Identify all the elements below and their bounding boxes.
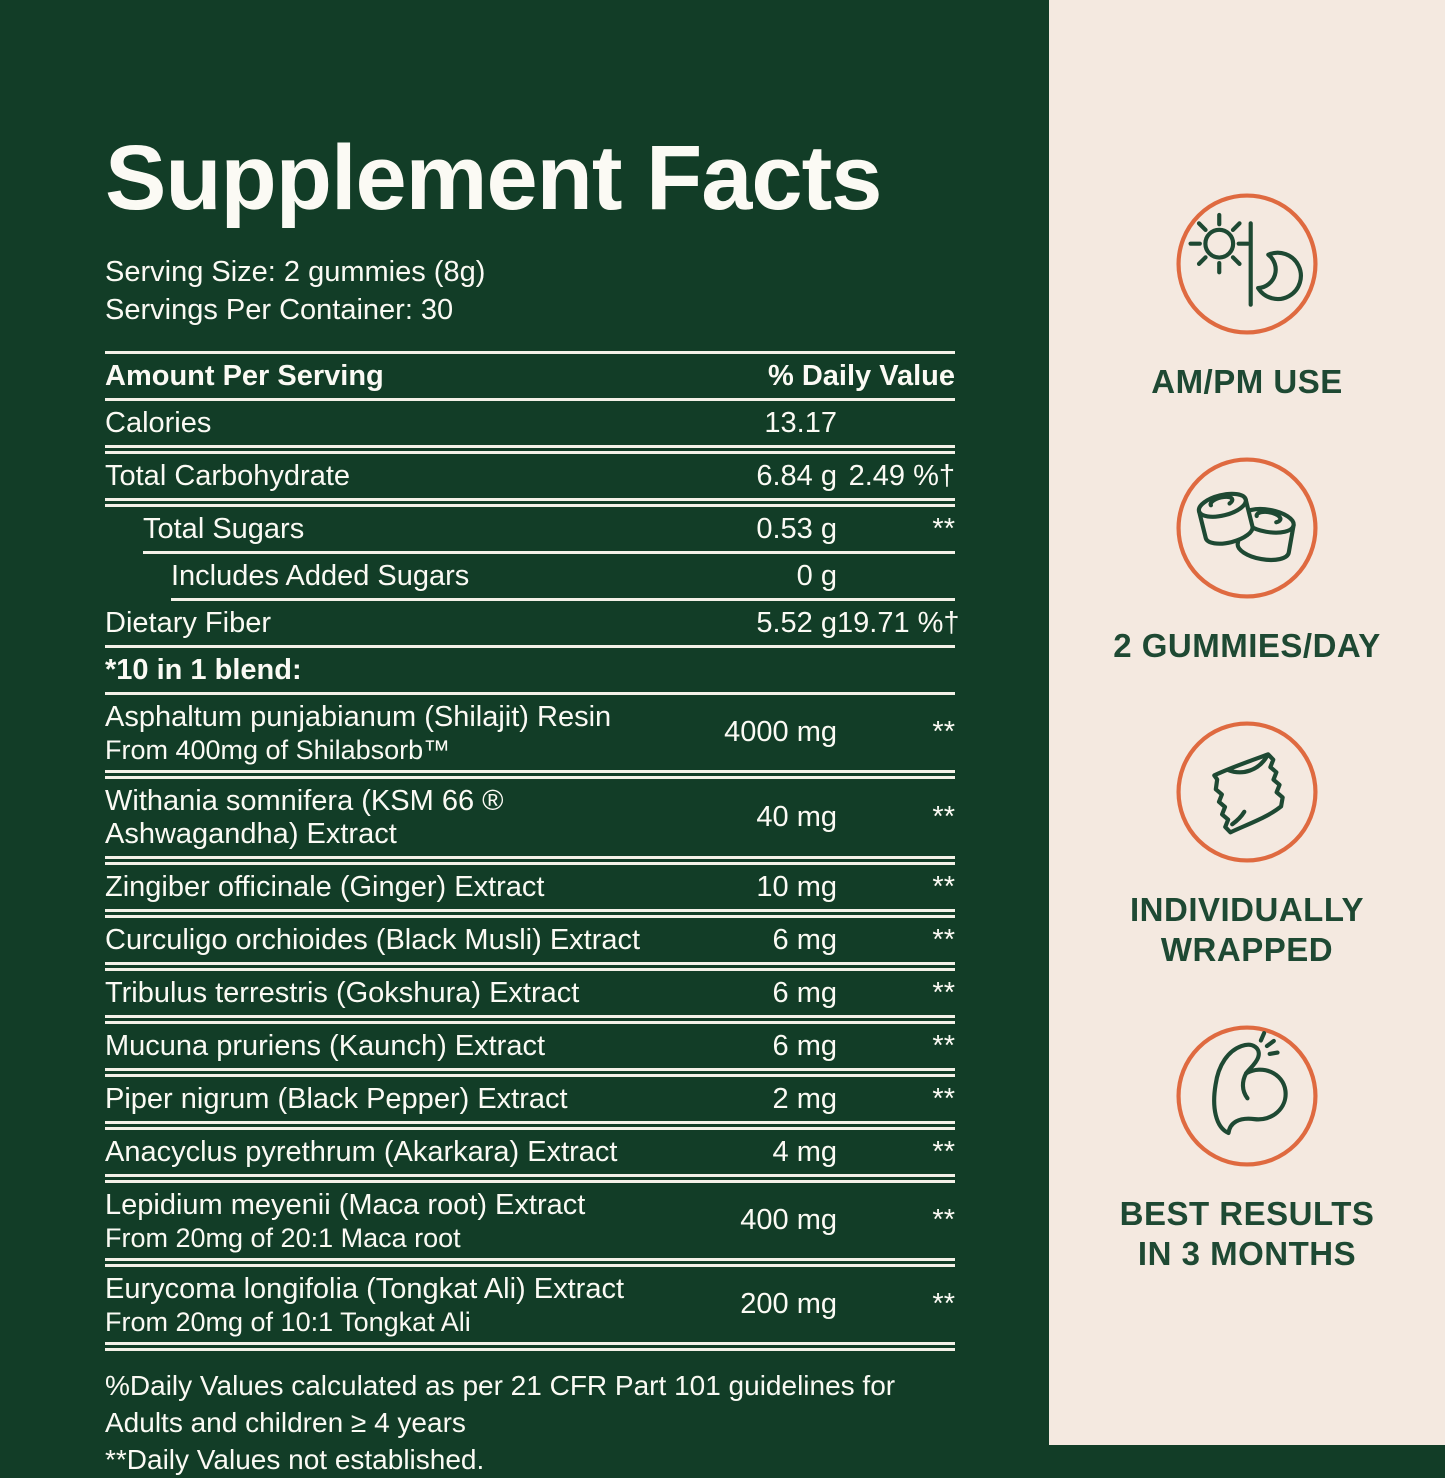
column-header-amount: Amount Per Serving: [105, 359, 384, 392]
table-row: Withania somnifera (KSM 66 ® Ashwagandha) Extract 40 mg **: [105, 784, 955, 850]
table-header-row: [105, 354, 955, 398]
divider: [105, 1121, 955, 1130]
divider: [105, 1015, 955, 1024]
divider: [105, 1174, 955, 1183]
feature-best-results: [1120, 1022, 1375, 1274]
blend-heading: *10 in 1 blend:: [105, 653, 302, 686]
sun-moon-icon: [1173, 190, 1321, 338]
footnote-daily-values: %Daily Values calculated as per 21 CFR Part 101 guidelines for: [105, 1369, 896, 1401]
sidebar-caption: BEST RESULTS IN 3 MONTHS: [1119, 1195, 1375, 1272]
footnotes: [105, 1367, 955, 1478]
servings-per-container: Servings Per Container: 30: [105, 293, 454, 326]
table-row: Anacyclus pyrethrum (Akarkara) Extract 4 mg **: [105, 1135, 955, 1168]
feature-sidebar: [1049, 0, 1445, 1445]
divider: [105, 1258, 955, 1267]
serving-size: Serving Size: 2 gummies (8g): [105, 255, 486, 288]
flexed-bicep-icon: [1173, 1022, 1321, 1170]
sidebar-caption: INDIVIDUALLY WRAPPED: [1130, 891, 1364, 968]
table-row: Asphaltum punjabianum (Shilajit) Resin From 400mg of Shilabsorb™ 4000 mg **: [105, 700, 955, 765]
table-row: Eurycoma longifolia (Tongkat Ali) Extract From 20mg of 10:1 Tongkat Ali 200 mg **: [105, 1272, 955, 1337]
feature-am-pm-use: [1151, 190, 1343, 402]
footnote-daily-values-2: Adults and children ≥ 4 years: [105, 1406, 466, 1438]
feature-individually-wrapped: [1130, 718, 1364, 970]
table-row: Curculigo orchioides (Black Musli) Extract 6 mg **: [105, 923, 955, 956]
serving-info: [105, 253, 955, 329]
table-row: Zingiber officinale (Ginger) Extract 10 mg **: [105, 870, 955, 903]
page-title: Supplement Facts: [105, 127, 882, 229]
table-row: Calories 13.17: [105, 406, 837, 439]
wrapped-packet-icon: [1173, 718, 1321, 866]
divider: [105, 856, 955, 865]
facts-table: [105, 351, 960, 1351]
divider: [105, 1068, 955, 1077]
column-header-daily-value: % Daily Value: [768, 359, 955, 392]
feature-gummies-per-day: [1113, 454, 1381, 666]
divider: [105, 770, 955, 779]
table-row: Includes Added Sugars 0 g: [171, 559, 837, 592]
table-row: Lepidium meyenii (Maca root) Extract From 20mg of 20:1 Maca root 400 mg **: [105, 1188, 955, 1253]
gummies-icon: [1173, 454, 1321, 602]
table-row: Mucuna pruriens (Kaunch) Extract 6 mg **: [105, 1029, 955, 1062]
divider: [105, 909, 955, 918]
divider: [105, 445, 955, 454]
table-row: Piper nigrum (Black Pepper) Extract 2 mg **: [105, 1082, 955, 1115]
table-row: Tribulus terrestris (Gokshura) Extract 6 mg **: [105, 976, 955, 1009]
table-row: Dietary Fiber 5.52 g 19.71 %†: [105, 606, 960, 639]
divider: [105, 498, 955, 507]
divider: [105, 1342, 955, 1351]
sidebar-caption: 2 GUMMIES/DAY: [1113, 627, 1381, 664]
table-row: Total Sugars 0.53 g **: [143, 512, 955, 545]
table-row: Total Carbohydrate 6.84 g 2.49 %†: [105, 459, 955, 492]
divider: [105, 962, 955, 971]
sidebar-caption: AM/PM USE: [1151, 363, 1343, 400]
footnote-not-established: **Daily Values not established.: [105, 1443, 485, 1475]
